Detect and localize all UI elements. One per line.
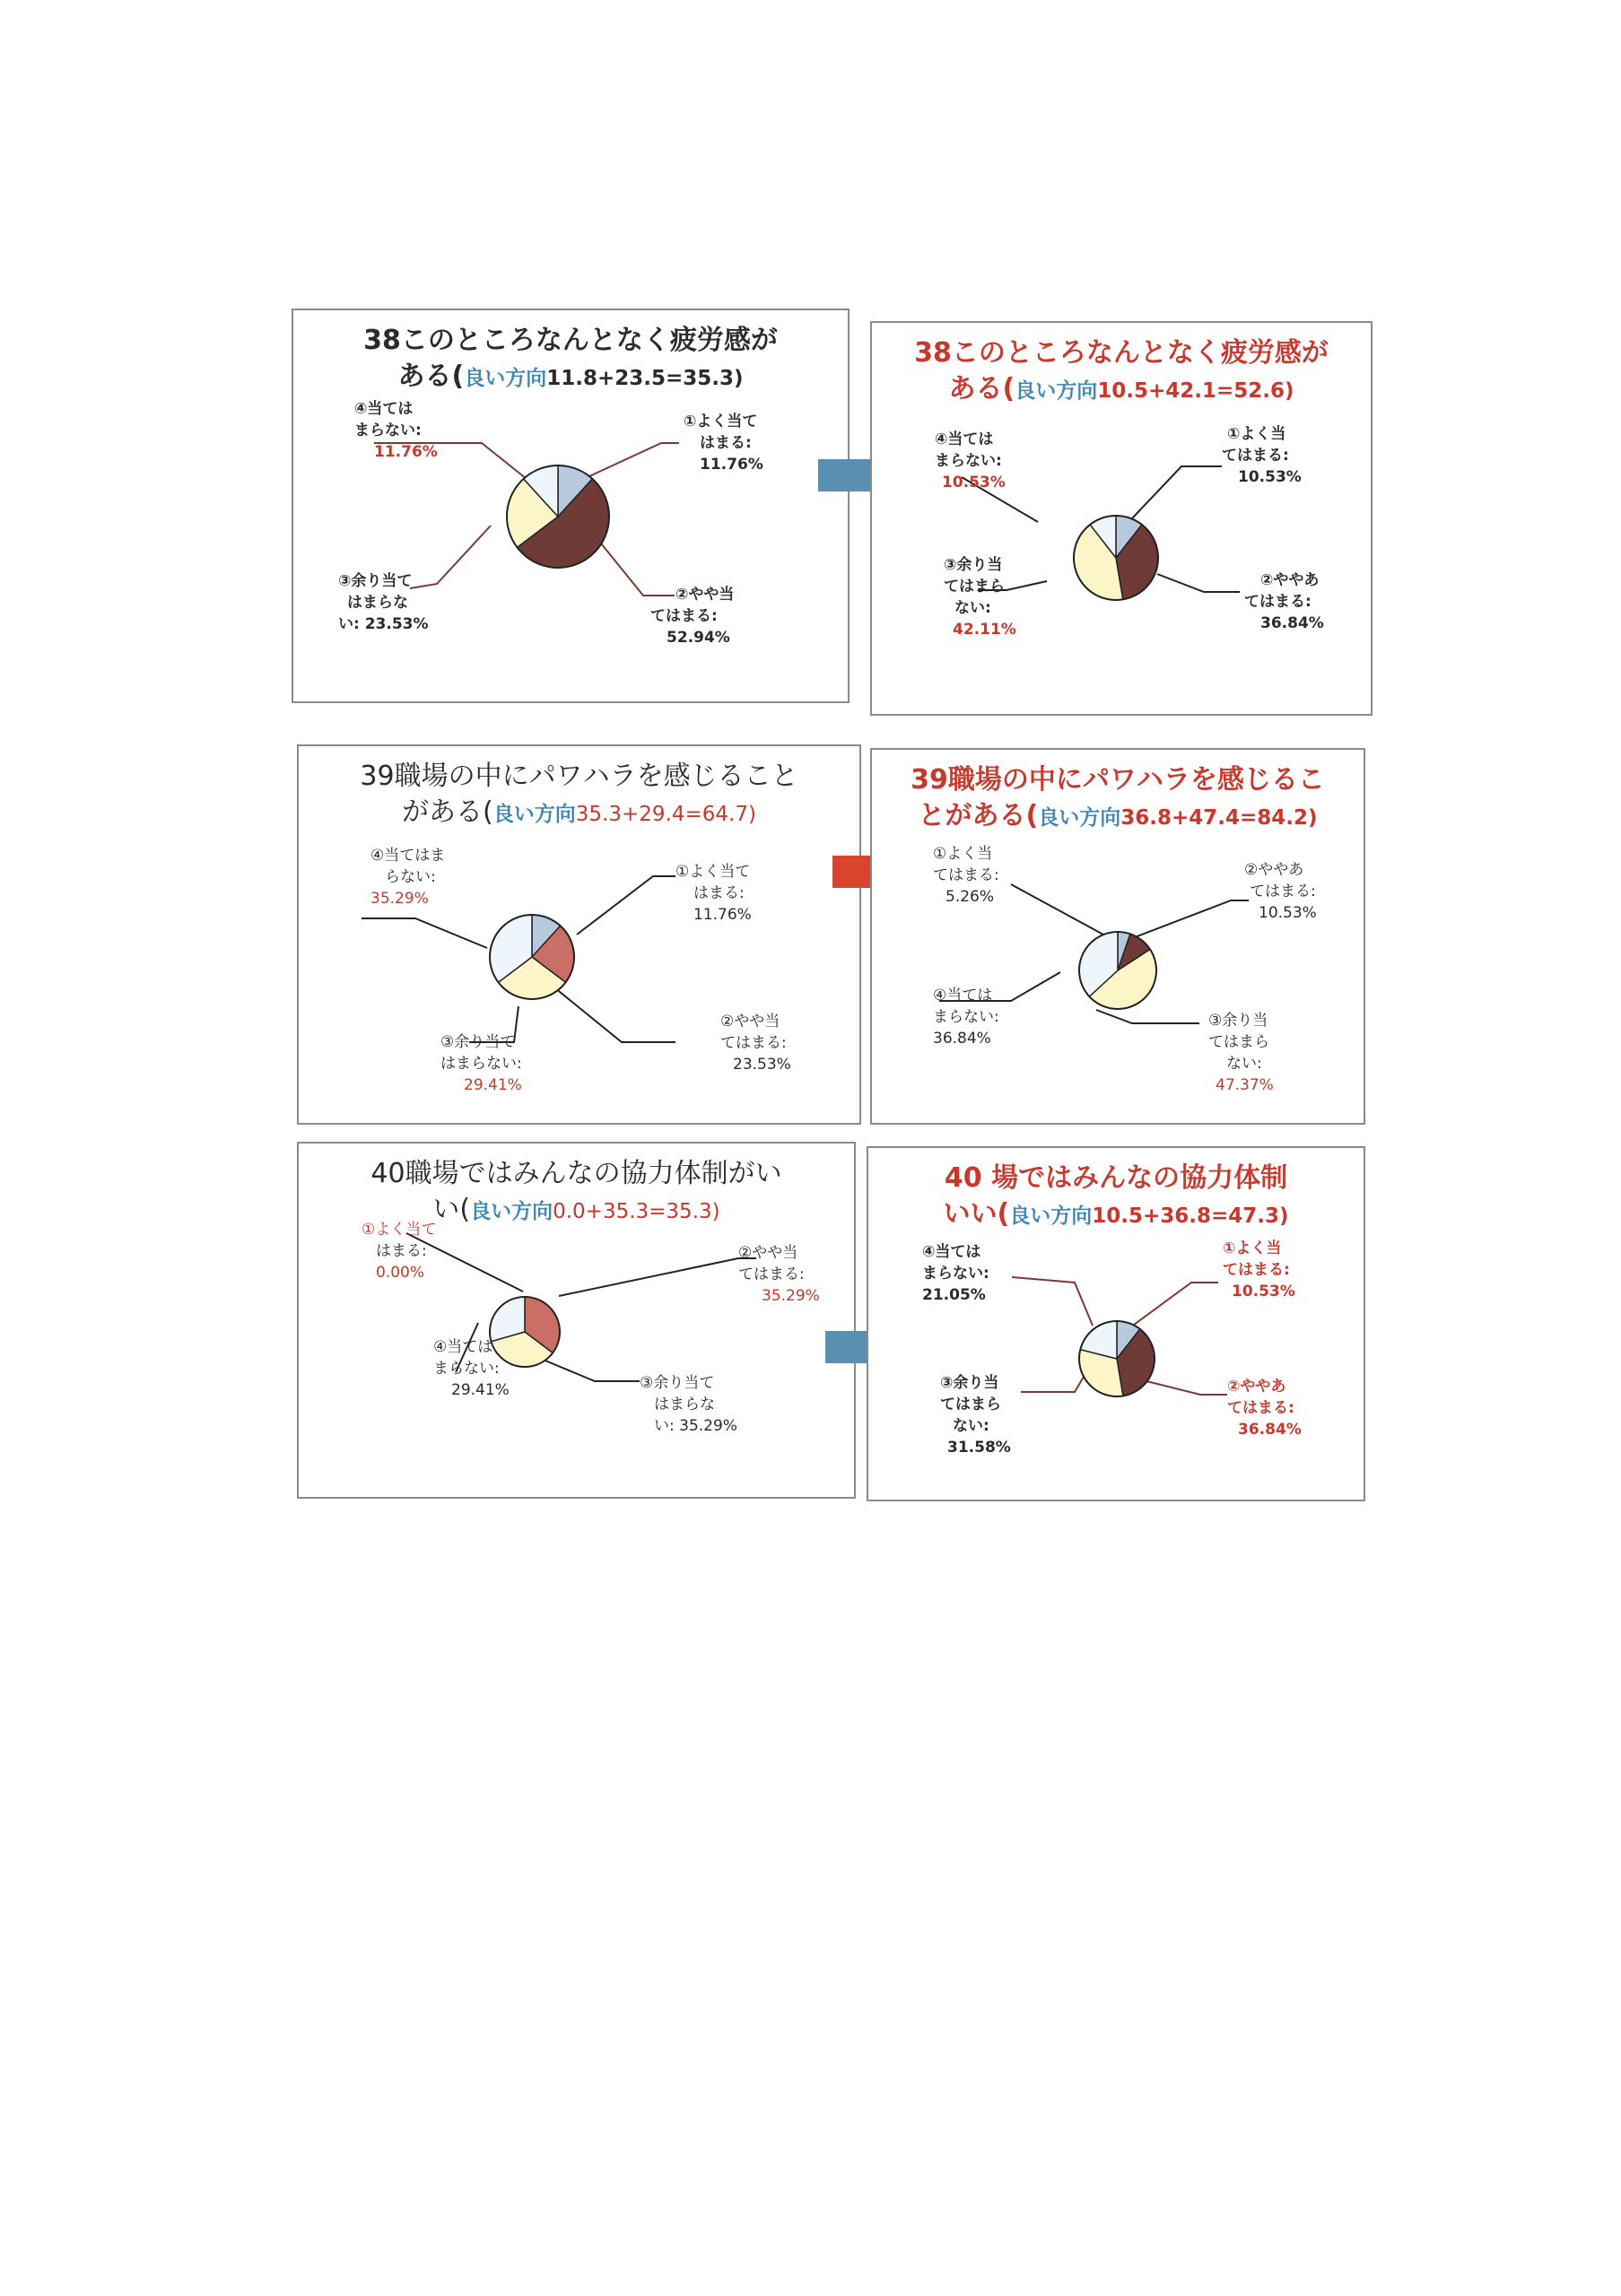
title-formula: 10.5+36.8=47.3) [1092, 1205, 1289, 1228]
title-formula: 36.8+47.4=84.2) [1120, 806, 1318, 830]
slice-label-3 [440, 1031, 522, 1096]
label-line: ②ややあ [1244, 861, 1304, 879]
label-line: ④当ては [922, 1243, 981, 1261]
title-good-direction: 良い方向 [1038, 806, 1121, 830]
label-line: てはまる: [933, 866, 999, 884]
label-line: ④当ては [354, 400, 414, 418]
label-line: ②ややあ [1227, 1378, 1286, 1396]
label-pct: 10.53% [1259, 904, 1317, 922]
slice-label-2 [650, 584, 734, 648]
slice-label-4 [370, 845, 445, 909]
title-main: 40 場ではみんなの協力体制 [944, 1162, 1288, 1194]
title-good-direction: 良い方向 [470, 1200, 553, 1223]
title-good-direction: 良い方向 [464, 367, 547, 390]
chart-panel-q39-before [297, 744, 861, 1125]
label-line: てはまる: [1227, 1399, 1294, 1417]
label-line: はまらない: [440, 1055, 522, 1073]
pie-chart [1076, 1318, 1157, 1399]
label-line: まらない: [922, 1265, 989, 1283]
chart-panel-q40-after [867, 1146, 1365, 1501]
label-line: まらない: [933, 1008, 999, 1026]
label-pct: 23.53% [733, 1056, 791, 1074]
title-main: 39職場の中にパワハラを感じるこ [911, 764, 1325, 796]
label-line: てはまら [940, 1396, 1001, 1413]
label-line: てはまる: [1222, 447, 1289, 465]
pie-chart [1076, 929, 1159, 1012]
title-formula: 10.5+42.1=52.6) [1097, 379, 1294, 403]
label-line: てはまら [944, 578, 1005, 596]
label-line: らない: [385, 868, 436, 886]
label-pct: 35.29% [370, 890, 429, 908]
chart-title [868, 1161, 1364, 1234]
title-main: 39職場の中にパワハラを感じること [360, 761, 798, 792]
label-line: ③余り当て [338, 572, 413, 590]
label-line: はまる: [693, 884, 745, 902]
chart-panel-q40-before [297, 1142, 856, 1499]
chart-title [293, 323, 848, 396]
label-pct: 10.53% [1232, 1283, 1295, 1300]
label-line: ③余り当 [944, 556, 1003, 574]
label-line: ④当ては [933, 987, 993, 1004]
label-line: てはまら [1208, 1033, 1269, 1051]
slice-label-2 [738, 1242, 820, 1307]
label-line: ②やや当 [720, 1013, 780, 1031]
slice-label-3 [338, 570, 429, 635]
slice-label-2 [720, 1011, 791, 1075]
title-main: 40職場ではみんなの協力体制がい [370, 1158, 782, 1189]
title-line2: い( [432, 1194, 471, 1225]
slice-label-1 [933, 843, 999, 908]
label-pct: 31.58% [947, 1439, 1011, 1457]
title-formula: 11.8+23.5=35.3) [546, 367, 744, 390]
label-pct: 10.53% [1238, 468, 1302, 486]
label-pct: 5.26% [946, 888, 995, 906]
label-line: てはまる: [650, 607, 718, 625]
label-line: ③余り当て [640, 1374, 715, 1392]
label-pct: 11.76% [693, 906, 752, 924]
slice-label-4 [935, 429, 1006, 493]
label-line: ④当ては [433, 1338, 493, 1356]
label-line: ②やや当 [675, 586, 735, 604]
label-line: ②ややあ [1260, 571, 1320, 589]
slice-label-3 [940, 1372, 1011, 1458]
label-line: ない: [1226, 1055, 1262, 1073]
pie-chart [487, 912, 577, 1002]
slice-label-2 [1244, 859, 1317, 924]
slice-label-1 [1222, 423, 1302, 488]
chart-panel-q38-after [870, 321, 1373, 716]
label-pct: 36.84% [933, 1030, 991, 1048]
label-line: ①よく当 [933, 845, 993, 863]
label-pct: 36.84% [1260, 614, 1324, 632]
slice-label-3 [1208, 1010, 1274, 1096]
label-line: はまらな [347, 594, 408, 612]
title-line2: がある( [402, 796, 493, 828]
label-line: てはまる: [1250, 883, 1316, 900]
label-line: てはまる: [1244, 593, 1312, 611]
slice-label-2 [1244, 570, 1324, 634]
title-good-direction: 良い方向 [1009, 1205, 1093, 1228]
label-line: ①よく当 [1227, 425, 1286, 443]
label-line: ない: [953, 1417, 989, 1435]
label-pct: 42.11% [953, 621, 1016, 639]
title-line2: ある( [397, 361, 465, 392]
label-pct: 0.00% [376, 1264, 425, 1282]
slice-label-3 [640, 1372, 737, 1437]
label-line: い: 23.53% [338, 615, 429, 633]
slice-label-1 [675, 861, 752, 926]
pie-chart [1071, 513, 1161, 603]
slice-label-4 [922, 1241, 989, 1306]
label-line: ①よく当て [684, 413, 758, 430]
label-line: ③余り当 [1208, 1012, 1268, 1030]
label-line: ない: [954, 599, 991, 617]
slice-label-1 [1223, 1238, 1295, 1302]
chart-panel-q38-before [292, 309, 850, 703]
label-line: まらない: [433, 1360, 500, 1378]
label-pct: 21.05% [922, 1286, 986, 1304]
label-line: ④当てはま [370, 847, 446, 865]
chart-title [299, 759, 859, 832]
slice-label-1 [684, 411, 763, 475]
label-line: てはまる: [738, 1265, 805, 1283]
title-main: 38このところなんとなく疲労感が [914, 337, 1329, 369]
label-line: ③余り当 [940, 1374, 999, 1392]
label-line: まらない: [935, 452, 1002, 470]
label-pct: 29.41% [464, 1076, 522, 1094]
label-pct: 11.76% [700, 456, 763, 474]
title-main: 38このところなんとなく疲労感が [363, 325, 778, 356]
slice-label-4 [354, 398, 438, 463]
label-line: はまる: [376, 1242, 427, 1260]
label-line: ④当ては [935, 430, 994, 448]
label-line: ③余り当て [440, 1033, 516, 1051]
label-line: てはまる: [720, 1034, 787, 1052]
label-line: ①よく当て [675, 863, 751, 881]
label-line: ①よく当て [362, 1221, 437, 1239]
title-formula: 0.0+35.3=35.3) [553, 1200, 720, 1223]
label-line: い: 35.29% [654, 1417, 737, 1435]
slice-label-2 [1227, 1376, 1302, 1440]
label-line: てはまる: [1223, 1261, 1290, 1279]
label-pct: 36.84% [1238, 1421, 1302, 1439]
title-line2: ある( [948, 373, 1015, 404]
label-pct: 52.94% [667, 629, 730, 647]
label-line: まらない: [354, 422, 422, 439]
title-good-direction: 良い方向 [492, 803, 576, 826]
slice-label-1 [362, 1219, 436, 1283]
slice-label-3 [944, 554, 1016, 640]
pie-chart [504, 463, 612, 570]
label-line: はまらな [654, 1396, 715, 1413]
chart-title [872, 335, 1371, 409]
label-pct: 11.76% [374, 443, 438, 461]
title-formula: 35.3+29.4=64.7) [575, 803, 756, 826]
label-line: はまる: [700, 434, 752, 452]
slice-label-4 [933, 985, 999, 1049]
label-pct: 29.41% [451, 1381, 510, 1399]
title-good-direction: 良い方向 [1015, 379, 1098, 403]
title-line2: とがある( [918, 800, 1039, 831]
label-pct: 35.29% [762, 1287, 820, 1305]
chart-panel-q39-after [870, 748, 1365, 1125]
chart-title [872, 762, 1364, 836]
label-pct: 10.53% [942, 474, 1006, 491]
label-line: ②やや当 [738, 1244, 798, 1262]
slice-label-4 [433, 1336, 510, 1401]
label-pct: 47.37% [1216, 1076, 1274, 1094]
label-line: ①よく当 [1223, 1239, 1282, 1257]
title-line2: いい( [943, 1198, 1010, 1230]
